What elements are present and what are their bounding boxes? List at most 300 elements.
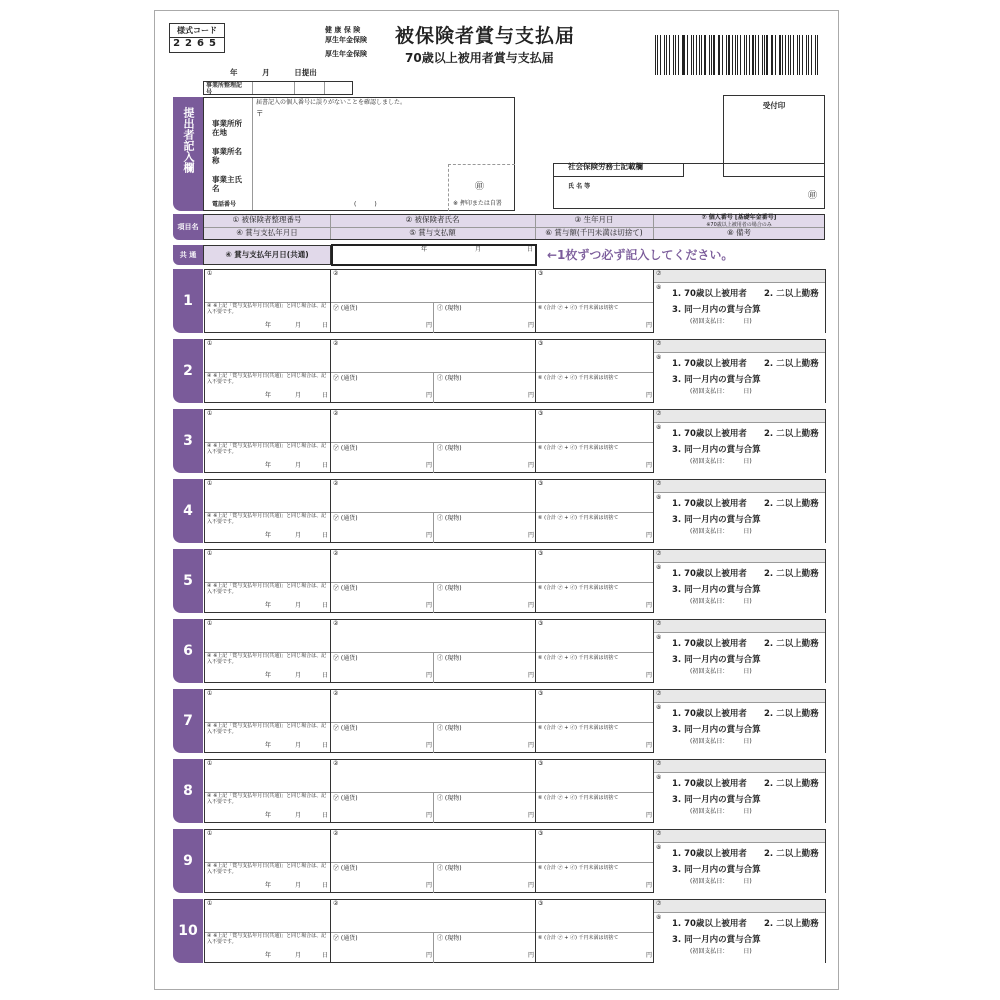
marker-7: ⑦ xyxy=(656,480,662,487)
remarks-cell[interactable] xyxy=(654,562,825,613)
personal-number-cell[interactable] xyxy=(654,480,825,542)
insured-number-cell[interactable] xyxy=(205,550,331,612)
date-month-label: 月 xyxy=(262,68,270,77)
personal-number-cell[interactable] xyxy=(654,270,825,332)
option-70-over[interactable]: 1. 70歳以上被用者 xyxy=(672,779,747,789)
seal-area[interactable] xyxy=(448,164,515,211)
birthdate-cell[interactable] xyxy=(536,340,654,402)
form-title: 被保険者賞与支払届 xyxy=(395,25,576,47)
total-label: ⑥ (合計 ㋐ + ㋑) 千円未満は切捨て xyxy=(538,305,619,311)
cash-yen: 円 xyxy=(426,882,433,889)
option-70-over[interactable]: 1. 70歳以上被用者 xyxy=(672,919,747,929)
option-same-month[interactable]: 3. 同一月内の賞与合算 xyxy=(672,655,761,665)
remarks-cell[interactable] xyxy=(654,912,825,963)
row-year: 年 xyxy=(265,812,272,819)
barcode-bar xyxy=(785,35,786,75)
barcode-bar xyxy=(746,35,747,75)
marker-7: ⑦ xyxy=(656,270,662,277)
option-multiple-work[interactable]: 2. 二以上勤務 xyxy=(764,499,819,509)
insured-number-cell[interactable] xyxy=(205,620,331,682)
employee-row xyxy=(173,269,826,333)
birthdate-cell[interactable] xyxy=(536,550,654,612)
col-header-1: ① 被保険者整理番号 xyxy=(232,215,302,224)
option-multiple-work[interactable]: 2. 二以上勤務 xyxy=(764,569,819,579)
marker-3: ③ xyxy=(538,760,544,767)
office-name-label: 事業所名 称 xyxy=(212,147,242,165)
insured-name-cell[interactable] xyxy=(331,270,536,332)
barcode-bar xyxy=(699,35,700,75)
insured-number-cell[interactable] xyxy=(205,480,331,542)
insured-name-cell[interactable] xyxy=(331,410,536,472)
option-70-over[interactable]: 1. 70歳以上被用者 xyxy=(672,499,747,509)
row-day: 日 xyxy=(322,602,329,609)
row-day: 日 xyxy=(322,952,329,959)
first-pay-label: (初回支払日： 日) xyxy=(690,738,752,745)
marker-8: ⑧ xyxy=(656,564,662,571)
total-label: ⑥ (合計 ㋐ + ㋑) 千円未満は切捨て xyxy=(538,865,619,871)
row-day: 日 xyxy=(322,812,329,819)
phone-parens: ( ) xyxy=(354,201,377,208)
instruction-text: ←1枚ずつ必ず記入してください。 xyxy=(547,248,734,262)
first-pay-label: (初回支払日： 日) xyxy=(690,948,752,955)
row-body xyxy=(204,549,826,613)
row-body xyxy=(204,339,826,403)
personal-number-cell[interactable] xyxy=(654,830,825,892)
marker-3: ③ xyxy=(538,410,544,417)
kind-label: ㋑ (現物) xyxy=(437,795,462,802)
sharoushi-box[interactable] xyxy=(553,163,825,209)
marker-2: ② xyxy=(333,410,339,417)
birthdate-cell[interactable] xyxy=(536,410,654,472)
marker-3: ③ xyxy=(538,900,544,907)
cash-label: ㋐ (通貨) xyxy=(333,305,358,312)
barcode-bar xyxy=(806,35,807,75)
row-year: 年 xyxy=(265,742,272,749)
row-number: 3 xyxy=(173,409,203,473)
row-body xyxy=(204,759,826,823)
col-header-3: ③ 生年月日 xyxy=(574,215,614,224)
row-day: 日 xyxy=(322,882,329,889)
form-code-value: 2265 xyxy=(173,38,221,49)
option-same-month[interactable]: 3. 同一月内の賞与合算 xyxy=(672,585,761,595)
row-year: 年 xyxy=(265,392,272,399)
personal-number-cell[interactable] xyxy=(654,760,825,822)
option-70-over[interactable]: 1. 70歳以上被用者 xyxy=(672,359,747,369)
barcode-bar xyxy=(744,35,745,75)
barcode-bar xyxy=(775,35,776,75)
insured-name-cell[interactable] xyxy=(331,900,536,962)
barcode-bar xyxy=(808,35,809,75)
option-multiple-work[interactable]: 2. 二以上勤務 xyxy=(764,429,819,439)
bonus-date-note: ④ ※上記「賞与支払年月日(共通)」と同じ場合は、記入不要です。 xyxy=(207,863,327,875)
barcode-bar xyxy=(793,35,794,75)
cash-yen: 円 xyxy=(426,602,433,609)
row-number: 4 xyxy=(173,479,203,543)
row-day: 日 xyxy=(322,322,329,329)
date-day-label: 日提出 xyxy=(294,68,317,77)
insured-number-cell[interactable] xyxy=(205,340,331,402)
personal-number-cell[interactable] xyxy=(654,900,825,962)
marker-1: ① xyxy=(207,690,213,697)
row-year: 年 xyxy=(265,602,272,609)
first-pay-label: (初回支払日： 日) xyxy=(690,668,752,675)
option-same-month[interactable]: 3. 同一月内の賞与合算 xyxy=(672,795,761,805)
insured-number-cell[interactable] xyxy=(205,760,331,822)
total-label: ⑥ (合計 ㋐ + ㋑) 千円未満は切捨て xyxy=(538,935,619,941)
marker-8: ⑧ xyxy=(656,494,662,501)
marker-2: ② xyxy=(333,340,339,347)
row-year: 年 xyxy=(265,672,272,679)
kind-yen: 円 xyxy=(528,462,535,469)
insured-name-cell[interactable] xyxy=(331,830,536,892)
barcode-bar xyxy=(719,35,720,75)
cash-label: ㋐ (通貨) xyxy=(333,795,358,802)
col-header-2: ② 被保険者氏名 xyxy=(405,215,460,224)
submitter-box[interactable] xyxy=(203,97,515,211)
row-number: 5 xyxy=(173,549,203,613)
kind-label: ㋑ (現物) xyxy=(437,515,462,522)
insured-name-cell[interactable] xyxy=(331,690,536,752)
col-header-5: ⑤ 賞与支払額 xyxy=(409,228,456,237)
barcode-bar xyxy=(771,35,772,75)
marker-3: ③ xyxy=(538,340,544,347)
bonus-date-note: ④ ※上記「賞与支払年月日(共通)」と同じ場合は、記入不要です。 xyxy=(207,443,327,455)
row-year: 年 xyxy=(265,532,272,539)
cash-yen: 円 xyxy=(426,672,433,679)
marker-1: ① xyxy=(207,480,213,487)
insurance-line3: 厚生年金保険 xyxy=(325,50,367,58)
birthdate-cell[interactable] xyxy=(536,760,654,822)
total-label: ⑥ (合計 ㋐ + ㋑) 千円未満は切捨て xyxy=(538,655,619,661)
remarks-cell[interactable] xyxy=(654,702,825,753)
common-day: 日 xyxy=(527,246,534,253)
kind-yen: 円 xyxy=(528,672,535,679)
insured-name-cell[interactable] xyxy=(331,760,536,822)
barcode-bar xyxy=(728,35,730,75)
total-yen: 円 xyxy=(646,812,653,819)
barcode-bar xyxy=(678,35,679,75)
common-date-input[interactable] xyxy=(331,244,537,266)
form-code-label: 様式コード xyxy=(170,24,224,38)
cash-yen: 円 xyxy=(426,742,433,749)
insured-number-cell[interactable] xyxy=(205,830,331,892)
remarks-cell[interactable] xyxy=(654,492,825,543)
remarks-cell[interactable] xyxy=(654,632,825,683)
row-number: 2 xyxy=(173,339,203,403)
row-day: 日 xyxy=(322,672,329,679)
first-pay-label: (初回支払日： 日) xyxy=(690,528,752,535)
kind-label: ㋑ (現物) xyxy=(437,445,462,452)
cash-yen: 円 xyxy=(426,952,433,959)
birthdate-cell[interactable] xyxy=(536,480,654,542)
barcode-bar xyxy=(664,35,666,75)
barcode-bar xyxy=(683,35,685,75)
barcode-bar xyxy=(755,35,756,75)
marker-1: ① xyxy=(207,760,213,767)
cash-label: ㋐ (通貨) xyxy=(333,865,358,872)
option-multiple-work[interactable]: 2. 二以上勤務 xyxy=(764,849,819,859)
barcode-bar xyxy=(701,35,702,75)
option-70-over[interactable]: 1. 70歳以上被用者 xyxy=(672,569,747,579)
submit-date[interactable] xyxy=(230,69,317,78)
insured-name-cell[interactable] xyxy=(331,620,536,682)
form-code-box xyxy=(169,23,225,53)
remarks-cell[interactable] xyxy=(654,772,825,823)
total-label: ⑥ (合計 ㋐ + ㋑) 千円未満は切捨て xyxy=(538,445,619,451)
barcode-bar xyxy=(782,35,783,75)
submitter-side-text: 提出者記入欄 xyxy=(182,107,195,173)
birthdate-cell[interactable] xyxy=(536,690,654,752)
row-body xyxy=(204,269,826,333)
barcode-bar xyxy=(788,35,789,75)
marker-7: ⑦ xyxy=(656,760,662,767)
marker-7: ⑦ xyxy=(656,340,662,347)
insured-number-cell[interactable] xyxy=(205,690,331,752)
barcode-bar xyxy=(779,35,781,75)
date-year-label: 年 xyxy=(230,68,238,77)
barcode-bar xyxy=(704,35,706,75)
personal-number-cell[interactable] xyxy=(654,340,825,402)
marker-2: ② xyxy=(333,900,339,907)
seal-icon: ㊞ xyxy=(475,182,485,192)
marker-8: ⑧ xyxy=(656,844,662,851)
employee-row xyxy=(173,619,826,683)
remarks-cell[interactable] xyxy=(654,842,825,893)
marker-2: ② xyxy=(333,830,339,837)
kind-label: ㋑ (現物) xyxy=(437,375,462,382)
option-multiple-work[interactable]: 2. 二以上勤務 xyxy=(764,359,819,369)
total-label: ⑥ (合計 ㋐ + ㋑) 千円未満は切捨て xyxy=(538,515,619,521)
barcode-bar xyxy=(766,35,767,75)
marker-2: ② xyxy=(333,620,339,627)
barcode-bar xyxy=(709,35,710,75)
row-body xyxy=(204,409,826,473)
total-yen: 円 xyxy=(646,882,653,889)
birthdate-cell[interactable] xyxy=(536,270,654,332)
marker-8: ⑧ xyxy=(656,354,662,361)
confirm-text: 届書記入の個人番号に誤りがないことを確認しました。 xyxy=(256,99,407,106)
marker-1: ① xyxy=(207,410,213,417)
bonus-date-note: ④ ※上記「賞与支払年月日(共通)」と同じ場合は、記入不要です。 xyxy=(207,373,327,385)
option-multiple-work[interactable]: 2. 二以上勤務 xyxy=(764,779,819,789)
insured-number-cell[interactable] xyxy=(205,270,331,332)
office-code-field[interactable] xyxy=(203,81,353,95)
marker-3: ③ xyxy=(538,620,544,627)
common-label: 共 通 xyxy=(173,245,203,265)
barcode-bar xyxy=(693,35,694,75)
insured-number-cell[interactable] xyxy=(205,410,331,472)
employee-row xyxy=(173,829,826,893)
form-sheet xyxy=(154,10,839,990)
address-label: 事業所所在地 xyxy=(212,119,242,137)
option-same-month[interactable]: 3. 同一月内の賞与合算 xyxy=(672,935,761,945)
cash-label: ㋐ (通貨) xyxy=(333,515,358,522)
barcode-bar xyxy=(772,35,773,75)
owner-label: 事業主氏 名 xyxy=(212,175,242,193)
col-header-6: ⑥ 賞与額(千円未満は切捨て) xyxy=(545,228,643,237)
employee-row xyxy=(173,409,826,473)
row-body xyxy=(204,689,826,753)
option-70-over[interactable]: 1. 70歳以上被用者 xyxy=(672,289,747,299)
birthdate-cell[interactable] xyxy=(536,830,654,892)
barcode-bar xyxy=(711,35,712,75)
first-pay-label: (初回支払日： 日) xyxy=(690,878,752,885)
marker-2: ② xyxy=(333,550,339,557)
option-same-month[interactable]: 3. 同一月内の賞与合算 xyxy=(672,305,761,315)
marker-1: ① xyxy=(207,340,213,347)
common-field-label: ④ 賞与支払年月日(共通) xyxy=(225,250,309,259)
remarks-cell[interactable] xyxy=(654,282,825,333)
barcode-bar xyxy=(735,35,736,75)
row-number: 8 xyxy=(173,759,203,823)
row-year: 年 xyxy=(265,462,272,469)
row-month: 月 xyxy=(295,742,302,749)
total-yen: 円 xyxy=(646,742,653,749)
marker-8: ⑧ xyxy=(656,634,662,641)
barcode-bar xyxy=(815,35,816,75)
option-multiple-work[interactable]: 2. 二以上勤務 xyxy=(764,289,819,299)
barcode-bar xyxy=(657,35,658,75)
total-label: ⑥ (合計 ㋐ + ㋑) 千円未満は切捨て xyxy=(538,585,619,591)
option-same-month[interactable]: 3. 同一月内の賞与合算 xyxy=(672,515,761,525)
insurance-line2: 厚生年金保険 xyxy=(325,36,367,44)
common-year: 年 xyxy=(421,246,428,253)
employee-row xyxy=(173,339,826,403)
kind-yen: 円 xyxy=(528,602,535,609)
row-day: 日 xyxy=(322,742,329,749)
option-multiple-work[interactable]: 2. 二以上勤務 xyxy=(764,919,819,929)
insured-name-cell[interactable] xyxy=(331,340,536,402)
option-70-over[interactable]: 1. 70歳以上被用者 xyxy=(672,429,747,439)
barcode-bar xyxy=(797,35,798,75)
option-70-over[interactable]: 1. 70歳以上被用者 xyxy=(672,709,747,719)
birthdate-cell[interactable] xyxy=(536,620,654,682)
bonus-date-note: ④ ※上記「賞与支払年月日(共通)」と同じ場合は、記入不要です。 xyxy=(207,723,327,735)
row-body xyxy=(204,829,826,893)
total-yen: 円 xyxy=(646,462,653,469)
option-same-month[interactable]: 3. 同一月内の賞与合算 xyxy=(672,445,761,455)
total-yen: 円 xyxy=(646,672,653,679)
postal-mark: 〒 xyxy=(256,109,264,118)
employee-row xyxy=(173,479,826,543)
col-header-7-note: ※70歳以上被用者の場合のみ xyxy=(706,222,772,228)
marker-2: ② xyxy=(333,760,339,767)
row-day: 日 xyxy=(322,392,329,399)
col-header-4: ④ 賞与支払年月日 xyxy=(236,228,298,237)
kind-yen: 円 xyxy=(528,952,535,959)
bonus-date-note: ④ ※上記「賞与支払年月日(共通)」と同じ場合は、記入不要です。 xyxy=(207,513,327,525)
option-same-month[interactable]: 3. 同一月内の賞与合算 xyxy=(672,865,761,875)
kind-label: ㋑ (現物) xyxy=(437,655,462,662)
row-month: 月 xyxy=(295,602,302,609)
personal-number-cell[interactable] xyxy=(654,550,825,612)
option-same-month[interactable]: 3. 同一月内の賞与合算 xyxy=(672,725,761,735)
barcode-bar xyxy=(762,35,763,75)
marker-8: ⑧ xyxy=(656,914,662,921)
option-70-over[interactable]: 1. 70歳以上被用者 xyxy=(672,639,747,649)
row-month: 月 xyxy=(295,882,302,889)
kind-label: ㋑ (現物) xyxy=(437,305,462,312)
row-body xyxy=(204,619,826,683)
row-number: 9 xyxy=(173,829,203,893)
marker-7: ⑦ xyxy=(656,620,662,627)
barcode-bar xyxy=(660,35,661,75)
marker-3: ③ xyxy=(538,830,544,837)
barcode-bar xyxy=(718,35,719,75)
marker-7: ⑦ xyxy=(656,830,662,837)
common-month: 月 xyxy=(475,246,482,253)
cash-yen: 円 xyxy=(426,812,433,819)
insured-number-cell[interactable] xyxy=(205,900,331,962)
row-month: 月 xyxy=(295,672,302,679)
barcode-bar xyxy=(696,35,697,75)
total-yen: 円 xyxy=(646,532,653,539)
barcode-bar xyxy=(799,35,800,75)
row-year: 年 xyxy=(265,322,272,329)
kind-yen: 円 xyxy=(528,532,535,539)
personal-number-cell[interactable] xyxy=(654,410,825,472)
barcode-bar xyxy=(655,35,656,75)
barcode-bar xyxy=(675,35,676,75)
remarks-cell[interactable] xyxy=(654,352,825,403)
barcode-bar xyxy=(817,35,818,75)
option-same-month[interactable]: 3. 同一月内の賞与合算 xyxy=(672,375,761,385)
marker-2: ② xyxy=(333,270,339,277)
barcode-bar xyxy=(666,35,667,75)
seal-note: ※ 押印または自署 xyxy=(453,200,502,207)
row-year: 年 xyxy=(265,882,272,889)
marker-1: ① xyxy=(207,830,213,837)
personal-number-cell[interactable] xyxy=(654,690,825,752)
first-pay-label: (初回支払日： 日) xyxy=(690,598,752,605)
marker-7: ⑦ xyxy=(656,900,662,907)
cash-yen: 円 xyxy=(426,322,433,329)
marker-2: ② xyxy=(333,480,339,487)
barcode-bar xyxy=(764,35,765,75)
marker-7: ⑦ xyxy=(656,550,662,557)
personal-number-cell[interactable] xyxy=(654,620,825,682)
cash-label: ㋐ (通貨) xyxy=(333,445,358,452)
option-70-over[interactable]: 1. 70歳以上被用者 xyxy=(672,849,747,859)
row-month: 月 xyxy=(295,812,302,819)
row-body xyxy=(204,479,826,543)
row-body xyxy=(204,899,826,963)
insured-name-cell[interactable] xyxy=(331,480,536,542)
row-year: 年 xyxy=(265,952,272,959)
col-header-7: ⑦ 個人番号 [基礎年金番号] xyxy=(701,214,777,221)
row-number: 7 xyxy=(173,689,203,753)
marker-1: ① xyxy=(207,270,213,277)
phone-label: 電話番号 xyxy=(212,201,237,208)
sharoushi-seal-icon: ㊞ xyxy=(808,191,818,201)
remarks-cell[interactable] xyxy=(654,422,825,473)
kind-yen: 円 xyxy=(528,322,535,329)
bonus-date-note: ④ ※上記「賞与支払年月日(共通)」と同じ場合は、記入不要です。 xyxy=(207,653,327,665)
cash-label: ㋐ (通貨) xyxy=(333,655,358,662)
col-header-8: ⑧ 備考 xyxy=(726,228,752,237)
option-multiple-work[interactable]: 2. 二以上勤務 xyxy=(764,709,819,719)
kind-yen: 円 xyxy=(528,742,535,749)
option-multiple-work[interactable]: 2. 二以上勤務 xyxy=(764,639,819,649)
insurance-line1: 健 康 保 険 xyxy=(325,26,361,34)
birthdate-cell[interactable] xyxy=(536,900,654,962)
bonus-date-note: ④ ※上記「賞与支払年月日(共通)」と同じ場合は、記入不要です。 xyxy=(207,793,327,805)
marker-8: ⑧ xyxy=(656,424,662,431)
bonus-date-note: ④ ※上記「賞与支払年月日(共通)」と同じ場合は、記入不要です。 xyxy=(207,933,327,945)
insured-name-cell[interactable] xyxy=(331,550,536,612)
total-label: ⑥ (合計 ㋐ + ㋑) 千円未満は切捨て xyxy=(538,795,619,801)
barcode xyxy=(655,35,820,75)
